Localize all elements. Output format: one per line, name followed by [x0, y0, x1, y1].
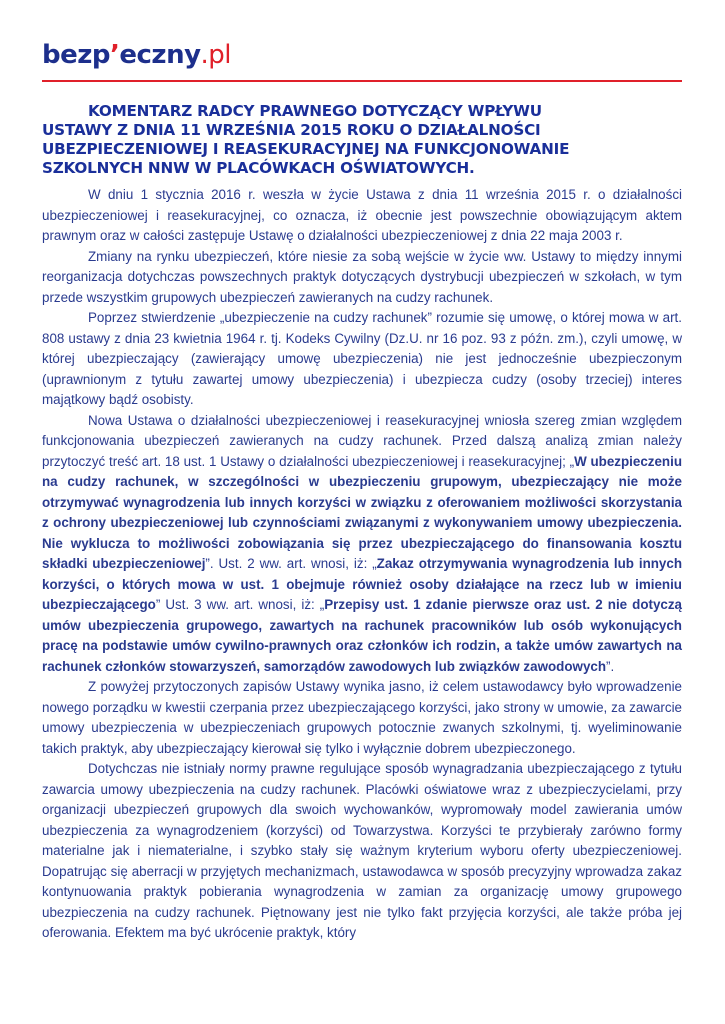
paragraph-1: W dniu 1 stycznia 2016 r. weszła w życie Ustawa z dnia 11 września 2015 r. o działalności ubezpieczeniowej i reasekuracyjnej, co oznacza, iż obecnie jest powszechnie obowiązującym aktem prawnym oraz w całości zastępuje Ustawę o działalności ubezpieczeniowej z dnia 22 maja 2003 r. — [42, 187, 682, 243]
logo-text-part1: bezp — [42, 40, 110, 70]
document-body — [42, 185, 682, 944]
quote-art18-ust3: Przepisy ust. 1 zdanie pierwsze oraz ust. 2 nie dotyczą umów ubezpieczenia grupowego, zawartych na rachunek pracowników lub osób wykonujących pracę na podstawie umów cywilno-prawnych oraz członków ich rodzin, a także umów zawartych na rachunek członków stowarzyszeń, samorządów zawodowych lub związków zawodowych — [42, 597, 682, 674]
logo-text-part2: eczny — [119, 40, 201, 70]
quote-art18-ust1: W ubezpieczeniu na cudzy rachunek, w szczególności w ubezpieczeniu grupowym, ubezpieczający nie może otrzymywać wynagrodzenia lub innych korzyści w związku z oferowaniem możliwości skorzystania z ochrony ubezpieczeniowej lub czynnościami związanymi z wykonywaniem umowy ubezpieczenia. Nie wyklucza to możliwości zobowiązania się przez ubezpieczającego do finansowania kosztu składki ubezpieczeniowej — [42, 453, 682, 571]
brand-logo[interactable] — [42, 40, 231, 70]
paragraph-6: Dotychczas nie istniały normy prawne regulujące sposób wynagradzania ubezpieczającego z tytułu zawarcia umowy ubezpieczenia na cudzy rachunek. Placówki oświatowe wraz z ubezpieczycielami, przy organizacji ubezpieczeń grupowych dla swoich wychowanków, wypromowały model zawierania umów ubezpieczenia za wynagrodzeniem (korzyści) od Towarzystwa. Korzyści te przybierały zarówno formy materialne jak i niematerialne, i szybko stały się ważnym kryterium wyboru oferty ubezpieczeniowej. Dopatrując się aberracji w przyjętych mechanizmach, ustawodawca w sposób precyzyjny wprowadza zakaz kontynuowania praktyk pobierania wynagrodzenia w zamian za organizację umowy grupowego ubezpieczenia na cudzy rachunek. Piętnowany jest nie tylko fakt przyjęcia korzyści, ale także próba jej oferowania. Efektem ma być ukrócenie praktyk, który — [42, 761, 682, 940]
paragraph-3: Poprzez stwierdzenie „ubezpieczenie na cudzy rachunek” rozumie się umowę, o której mowa w art. 808 ustawy z dnia 23 kwietnia 1964 r. tj. Kodeks Cywilny (Dz.U. nr 16 poz. 93 z późn. zm.), czyli umowę, w której ubezpieczający (zawierający umowę ubezpieczenia) nie jest jednocześnie ubezpieczonym (uprawnionym z tytułu zawartej umowy ubezpieczenia) i ubezpiecza cudzy (osoby trzeciej) interes majątkowy bądź osobisty. — [42, 310, 682, 407]
logo-mark: ’ — [110, 40, 120, 70]
paragraph-2: Zmiany na rynku ubezpieczeń, które niesie za sobą wejście w życie ww. Ustawy to między innymi reorganizacja dotychczas powszechnych praktyk dotyczących dystrybucji ubezpieczeń w szkołach, w tym przede wszystkim grupowych ubezpieczeń zawieranych na cudzy rachunek. — [42, 248, 682, 305]
document-title — [42, 102, 682, 178]
paragraph-4-text-1: Nowa Ustawa o działalności ubezpieczeniowej i reasekuracyjnej wniosła szereg zmian względem funkcjonowania ubezpieczeń zawieranych na cudzy rachunek. Przed dalszą analizą zmian należy przytoczyć treść art. 18 ust. 1 Ustawy o działalności ubezpieczeniowej i reasekuracyjnej; „ — [42, 412, 682, 469]
logo-tld: .pl — [200, 40, 232, 70]
title-line: UBEZPIECZENIOWEJ I REASEKURACYJNEJ NA FUNKCJONOWANIE — [42, 140, 570, 158]
paragraph-4-text-4: ”. — [606, 658, 615, 674]
header-divider — [42, 80, 682, 82]
title-line: KOMENTARZ RADCY PRAWNEGO DOTYCZĄCY WPŁYWU — [88, 102, 542, 120]
paragraph-4-text-2: ”. Ust. 2 ww. art. wnosi, iż: „ — [205, 556, 377, 571]
quote-art18-ust2: Zakaz otrzymywania wynagrodzenia lub innych korzyści, o których mowa w ust. 1 obejmuje również osoby działające na rzecz lub w imieniu ubezpieczającego — [42, 556, 683, 612]
paragraph-5: Z powyżej przytoczonych zapisów Ustawy wynika jasno, iż celem ustawodawcy było wprowadzenie nowego porządku w kwestii czerpania przez ubezpieczającego korzyści, jako strony w umowie, za zawarcie umowy ubezpieczenia w ubezpieczeniach grupowych potocznie zwanych szkolnymi, tj. wyeliminowanie takich praktyk, aby ubezpieczający kierował się tylko i wyłącznie dobrem ubezpieczonego. — [42, 679, 682, 756]
paragraph-4 — [42, 411, 682, 678]
title-line: USTAWY Z DNIA 11 WRZEŚNIA 2015 ROKU O DZIAŁALNOŚCI — [42, 121, 541, 139]
paragraph-4-text-3: ” Ust. 3 ww. art. wnosi, iż: „ — [155, 597, 325, 612]
title-line: SZKOLNYCH NNW W PLACÓWKACH OŚWIATOWYCH. — [42, 159, 475, 177]
